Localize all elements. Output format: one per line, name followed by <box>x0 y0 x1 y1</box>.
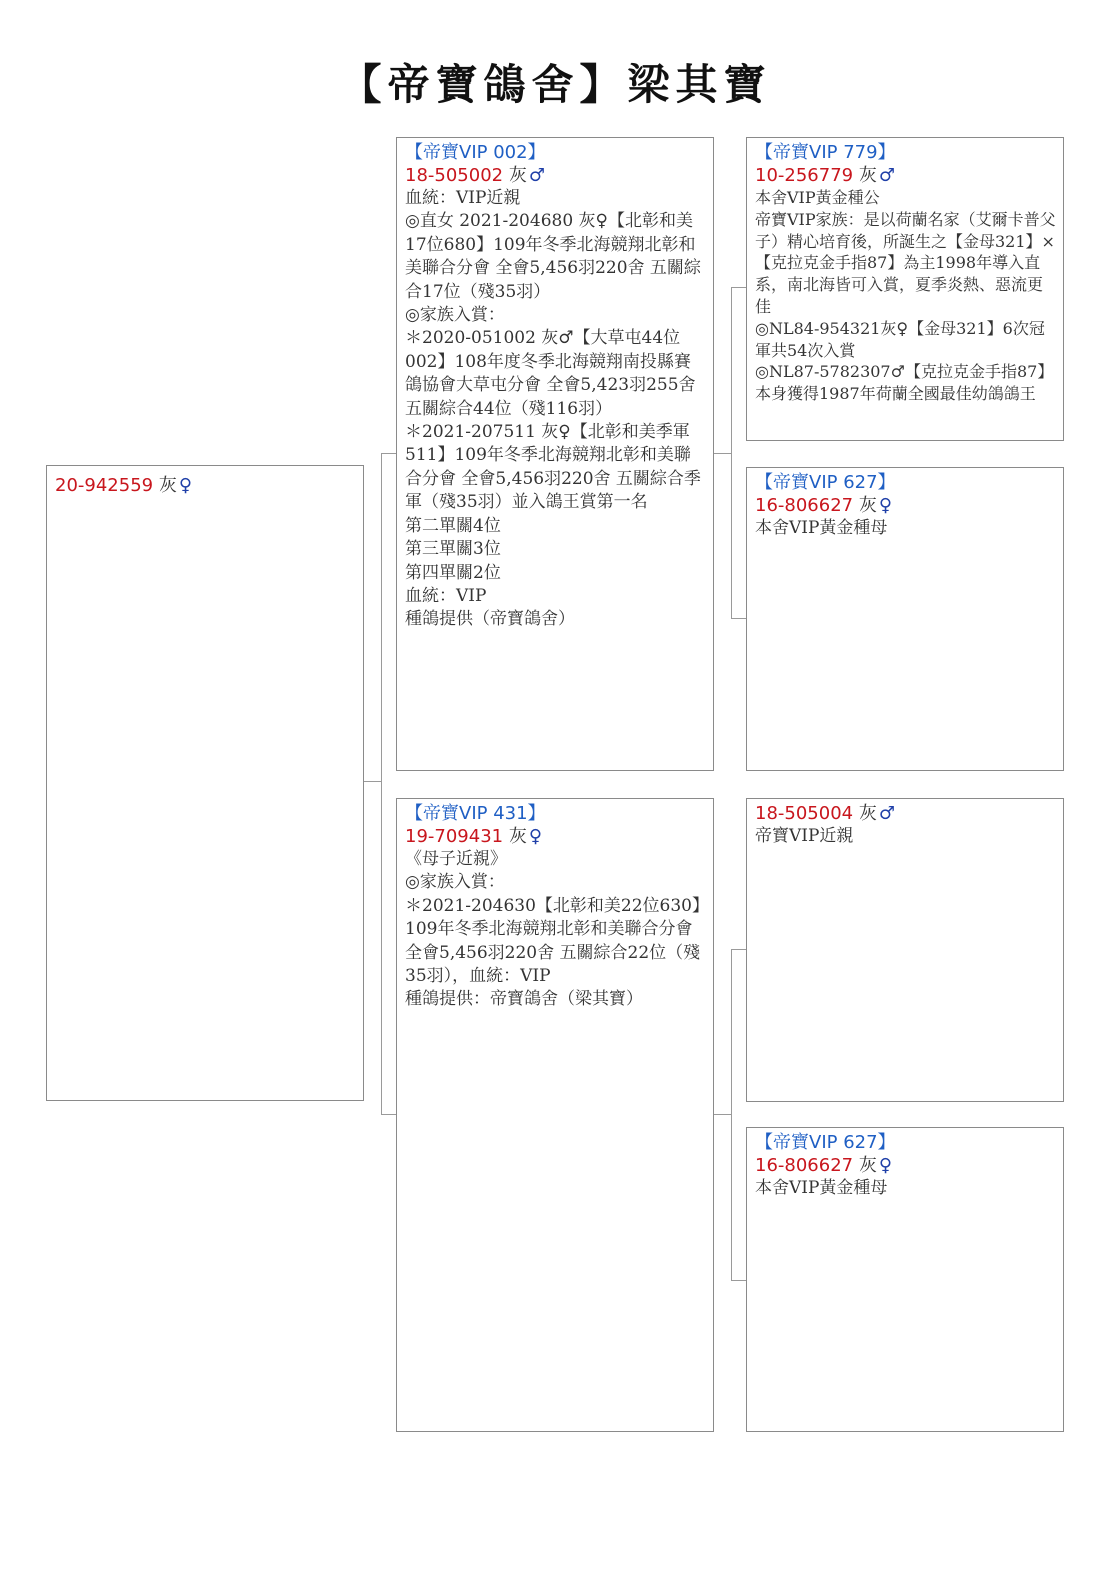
sire-ring <box>405 164 706 187</box>
color-label: 灰 <box>858 803 877 824</box>
female-icon: ♀ <box>178 475 193 496</box>
subject-ring <box>55 474 356 497</box>
female-icon: ♀ <box>878 495 893 516</box>
page-title: 【帝寶鴿舍】梁其寶 <box>339 60 772 109</box>
ring-number: 16-806627 <box>755 1155 854 1176</box>
connector-gen2-ss <box>731 287 747 288</box>
connector-dam <box>713 1114 731 1115</box>
connector-gen1-vertical <box>381 453 382 1114</box>
connector-gen2-lower-vertical <box>731 949 732 1280</box>
dam-dam-card <box>746 1127 1064 1432</box>
color-label: 灰 <box>858 1155 877 1176</box>
male-icon: ♂ <box>878 803 895 824</box>
male-icon: ♂ <box>528 165 545 186</box>
sire-sire-description: 本舍VIP黃金種公 帝寶VIP家族：是以荷蘭名家（艾爾卡普父子）精心培育後，所誕生之【金母321】×【克拉克金手指87】為主1998年導入直系，南北海皆可入賞，夏季炎熱、惡流更佳 ◎NL84-954321灰♀【金母321】6次冠軍共54次入賞 ◎NL87-5782307♂【克拉克金手指87】本身獲得1987年荷蘭全國最佳幼鴿鴿王 <box>755 188 1056 404</box>
color-label: 灰 <box>858 495 877 516</box>
connector-gen2-upper-vertical <box>731 287 732 618</box>
sire-sire-ring <box>755 164 1056 187</box>
ring-number: 18-505002 <box>405 165 504 186</box>
connector-subject <box>363 781 381 782</box>
dam-card <box>396 798 714 1432</box>
ring-number: 19-709431 <box>405 826 504 847</box>
vip-label: 【帝寶VIP 627】 <box>755 1132 896 1153</box>
connector-gen2-sd <box>731 618 747 619</box>
dam-dam-description: 本舍VIP黃金種母 <box>755 1178 888 1198</box>
sire-dam-description: 本舍VIP黃金種母 <box>755 518 888 538</box>
vip-label: 【帝寶VIP 002】 <box>405 142 546 163</box>
male-icon: ♂ <box>878 165 895 186</box>
connector-gen2-dd <box>731 1280 747 1281</box>
female-icon: ♀ <box>528 826 543 847</box>
color-label: 灰 <box>858 165 877 186</box>
sire-dam-ring <box>755 494 1056 517</box>
sire-description: 血統：VIP近親 ◎直女 2021-204680 灰♀【北彰和美17位680】109年冬季北海競翔北彰和美聯合分會 全會5,456羽220舍 五關綜合17位（殘35羽） ◎家族入賞： ＊2020-051002 灰♂【大草屯44位002】108年度冬季北海競翔南投縣賽鴿協會大草屯分會 全會5,423羽255舍 五關綜合44位（殘116羽） ＊2021-207511 灰♀【北彰和美季軍511】109年冬季北海競翔北彰和美聯合分會 全會5,456羽220舍 五關綜合季軍（殘35羽）並入鴿王賞第一名 第二單關4位 第三單關3位 第四單關2位 血統：VIP 種鴿提供（帝寶鴿舍） <box>405 188 701 630</box>
ring-number: 16-806627 <box>755 495 854 516</box>
sire-dam-card <box>746 467 1064 771</box>
connector-sire <box>713 453 731 454</box>
female-icon: ♀ <box>878 1155 893 1176</box>
color-label: 灰 <box>508 826 527 847</box>
color-label: 灰 <box>158 475 177 496</box>
dam-dam-ring <box>755 1154 1056 1177</box>
subject-card <box>46 465 364 1101</box>
connector-gen1-sire <box>381 453 397 454</box>
dam-sire-description: 帝寶VIP近親 <box>755 826 854 846</box>
vip-label: 【帝寶VIP 431】 <box>405 803 546 824</box>
connector-gen2-ds <box>731 949 747 950</box>
dam-ring <box>405 825 706 848</box>
ring-number: 20-942559 <box>55 475 154 496</box>
dam-sire-card <box>746 798 1064 1102</box>
vip-label: 【帝寶VIP 627】 <box>755 472 896 493</box>
connector-gen1-dam <box>381 1114 397 1115</box>
ring-number: 10-256779 <box>755 165 854 186</box>
vip-label: 【帝寶VIP 779】 <box>755 142 896 163</box>
sire-card <box>396 137 714 771</box>
ring-number: 18-505004 <box>755 803 854 824</box>
sire-sire-card <box>746 137 1064 441</box>
dam-sire-ring <box>755 802 1056 825</box>
color-label: 灰 <box>508 165 527 186</box>
dam-description: 《母子近親》 ◎家族入賞： ＊2021-204630【北彰和美22位630】109年冬季北海競翔北彰和美聯合分會 全會5,456羽220舍 五關綜合22位（殘35羽），血統：VIP 種鴿提供：帝寶鴿舍（梁其寶） <box>405 849 701 1010</box>
